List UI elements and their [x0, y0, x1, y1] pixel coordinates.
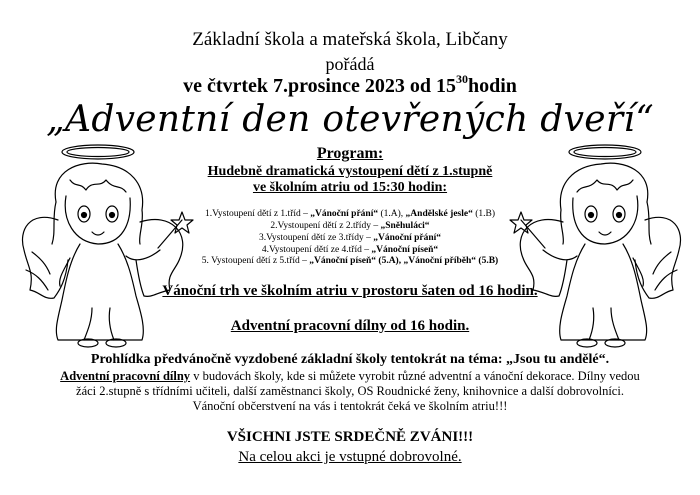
- school-name: Základní škola a mateřská škola, Libčany: [192, 29, 508, 50]
- christmas-market: Vánoční trh ve školním atriu v prostoru šaten od 16 hodin.: [162, 283, 538, 299]
- event-date-minutes: 30: [456, 72, 468, 86]
- program-item: [0, 221, 700, 231]
- workshops-lead: Adventní pracovní dílny: [60, 369, 191, 383]
- program-item: [0, 245, 700, 255]
- workshops-description: [0, 369, 700, 384]
- program-item: [0, 256, 700, 266]
- program-subheading: Hudebně dramatická vystoupení dětí z 1.stupně: [207, 164, 493, 179]
- event-date-end: hodin: [468, 75, 517, 97]
- admission-text: Na celou akci je vstupné dobrovolné.: [238, 449, 462, 465]
- invitation-text: VŠICHNI JSTE SRDEČNĚ ZVÁNI!!!: [226, 429, 474, 445]
- program-item: [0, 233, 700, 243]
- program-item-prefix: 2.Vystoupení dětí z 2.třídy –: [270, 221, 381, 231]
- program-item-prefix: 5. Vystoupení dětí z 5.tříd –: [201, 256, 310, 266]
- workshops-line1: v budovách školy, kde si můžete vyrobit různé adventní a vánoční dekorace. Dílny vedou: [190, 369, 640, 383]
- program-item-prefix: 1.Vystoupení dětí z 1.tříd –: [204, 209, 311, 219]
- program-item-title: „Vánoční píseň“: [371, 245, 439, 255]
- program-time: ve školním atriu od 15:30 hodin:: [252, 180, 448, 195]
- program-item-title: „Vánoční přání“: [310, 209, 379, 219]
- program-item-class-2: (1.B): [472, 209, 496, 219]
- program-heading: Program:: [316, 145, 384, 162]
- event-date-main: ve čtvrtek 7.prosince 2023 od 15: [183, 75, 456, 97]
- program-item-prefix: 3.Vystoupení dětí ze 3.třídy –: [258, 233, 374, 243]
- program-item: [0, 209, 700, 219]
- hosts-text: pořádá: [325, 54, 375, 74]
- program-item-prefix: 4.Vystoupení dětí ze 4.tříd –: [261, 245, 372, 255]
- school-tour: Prohlídka předvánočně vyzdobené základní školy tentokrát na téma: „Jsou tu andělé“.: [90, 352, 610, 367]
- event-title: „Adventní den otevřených dveří“: [46, 99, 654, 140]
- workshops-time: Adventní pracovní dílny od 16 hodin.: [230, 318, 470, 334]
- event-date: [0, 72, 700, 98]
- workshops-line2: žáci 2.stupně s třídními učiteli, další zaměstnanci školy, OS Roudnické ženy, knihovnice a další dobrovolníci.: [76, 384, 624, 398]
- program-item-title: „Sněhuláci“: [380, 221, 430, 231]
- program-item-title: „Vánoční přání“: [373, 233, 442, 243]
- program-item-class: (1.A),: [378, 209, 406, 219]
- program-item-title-2: „Andělské jesle“: [405, 209, 473, 219]
- program-item-title: „Vánoční píseň“ (5.A), „Vánoční příběh“ (5.B): [309, 256, 499, 266]
- refreshments-text: Vánoční občerstvení na vás i tentokrát čeká ve školním atriu!!!: [192, 399, 508, 413]
